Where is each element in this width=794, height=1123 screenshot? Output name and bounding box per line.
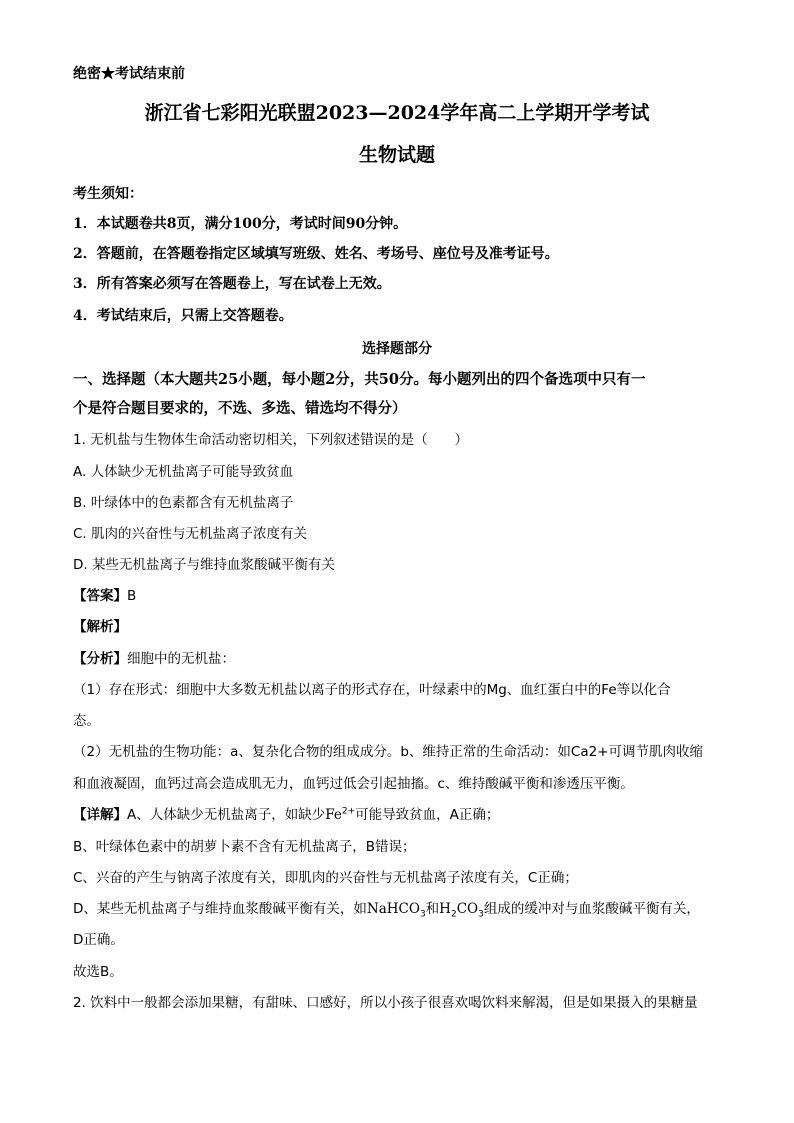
detail-a-conclusion: 可能导致贫血，A正确； (355, 807, 500, 823)
detail-d (73, 899, 700, 919)
section-instruction-cont: 个是符合题目要求的，不选、多选、错选均不得分） (73, 400, 407, 417)
question-2-stem: 2. 饮料中一般都会添加果糖，有甜味、口感好，所以小孩子很喜欢喝饮料来解渴，但是如果摄入的果糖量 (73, 995, 698, 1011)
answer-line (73, 586, 136, 606)
fenxi-label: 【分析】 (73, 651, 127, 667)
detail-d-text: D、某些无机盐离子与维持血浆酸碱平衡有关，如 (73, 901, 367, 917)
answer-value: B (127, 588, 137, 604)
detail-d-conclusion: 组成的缓冲对与血浆酸碱平衡有关， (483, 901, 700, 917)
fenxi-line (73, 649, 235, 669)
detail-a-text: A、人体缺少无机盐离子，如缺少 (127, 807, 326, 823)
exam-subtitle: 生物试题 (358, 144, 435, 166)
detail-label: 【详解】 (73, 807, 127, 823)
notice-item: 4．考试结束后，只需上交答题卷。 (73, 308, 293, 324)
point-2-cont: 和血液凝固，血钙过高会造成肌无力，血钙过低会引起抽搐。c、维持酸碱平衡和渗透压平衡。 (73, 776, 634, 792)
answer-label: 【答案】 (73, 588, 127, 604)
notice-item: 1．本试题卷共8页，满分100分，考试时间90分钟。 (73, 216, 408, 232)
option-d: D. 某些无机盐离子与维持血浆酸碱平衡有关 (73, 557, 335, 573)
detail-a (73, 805, 499, 825)
exam-title: 浙江省七彩阳光联盟2023—2024学年高二上学期开学考试 (144, 102, 650, 124)
notice-item: 2．答题前，在答题卷指定区域填写班级、姓名、考场号、座位号及准考证号。 (73, 246, 559, 262)
point-1: （1）存在形式：细胞中大多数无机盐以离子的形式存在，叶绿素中的Mg、血红蛋白中的Fe等以化合 (73, 682, 671, 698)
section-title: 选择题部分 (362, 341, 432, 357)
h2co3-h: H (439, 901, 451, 917)
detail-c: C、兴奋的产生与钠离子浓度有关，即肌肉的兴奋性与无机盐离子浓度有关，C正确； (73, 870, 578, 886)
question-1-stem: 1. 无机盐与生物体生命活动密切相关，下列叙述错误的是（ ） (73, 432, 469, 448)
notice-item: 3．所有答案必须写在答题卷上，写在试卷上无效。 (73, 276, 391, 292)
option-a: A. 人体缺少无机盐离子可能导致贫血 (73, 464, 294, 480)
option-c: C. 肌肉的兴奋性与无机盐离子浓度有关 (73, 526, 308, 542)
point-2: （2）无机盐的生物功能：a、复杂化合物的组成成分。b、维持正常的生命活动：如Ca2+可调节肌肉收缩 (73, 744, 704, 760)
detail-b: B、叶绿体色素中的胡萝卜素不含有无机盐离子，B错误； (73, 839, 416, 855)
formula-subscript: 3 (419, 909, 426, 920)
analysis-label: 【解析】 (73, 619, 127, 635)
formula-subscript: 2 (450, 909, 457, 920)
fe-ion: Fe (325, 807, 342, 823)
detail-d-cont: D正确。 (73, 932, 124, 948)
option-b: B. 叶绿体中的色素都含有无机盐离子 (73, 495, 294, 511)
point-1-cont: 态。 (73, 713, 100, 729)
nahco3-formula: NaHCO (366, 901, 420, 917)
formula-subscript: 3 (478, 909, 484, 920)
notice-heading: 考生须知： (73, 186, 143, 202)
detail-d-and: 和 (425, 901, 440, 917)
section-instruction: 一、选择题（本大题共25小题，每小题2分，共50分。每小题列出的四个备选项中只有一 (73, 371, 646, 388)
h2co3-co: CO (456, 901, 479, 917)
fenxi-text: 细胞中的无机盐： (127, 651, 235, 667)
fe-charge: 2+ (341, 806, 356, 817)
conclusion: 故选B。 (73, 964, 123, 980)
secret-label: 绝密★考试结束前 (73, 66, 185, 82)
